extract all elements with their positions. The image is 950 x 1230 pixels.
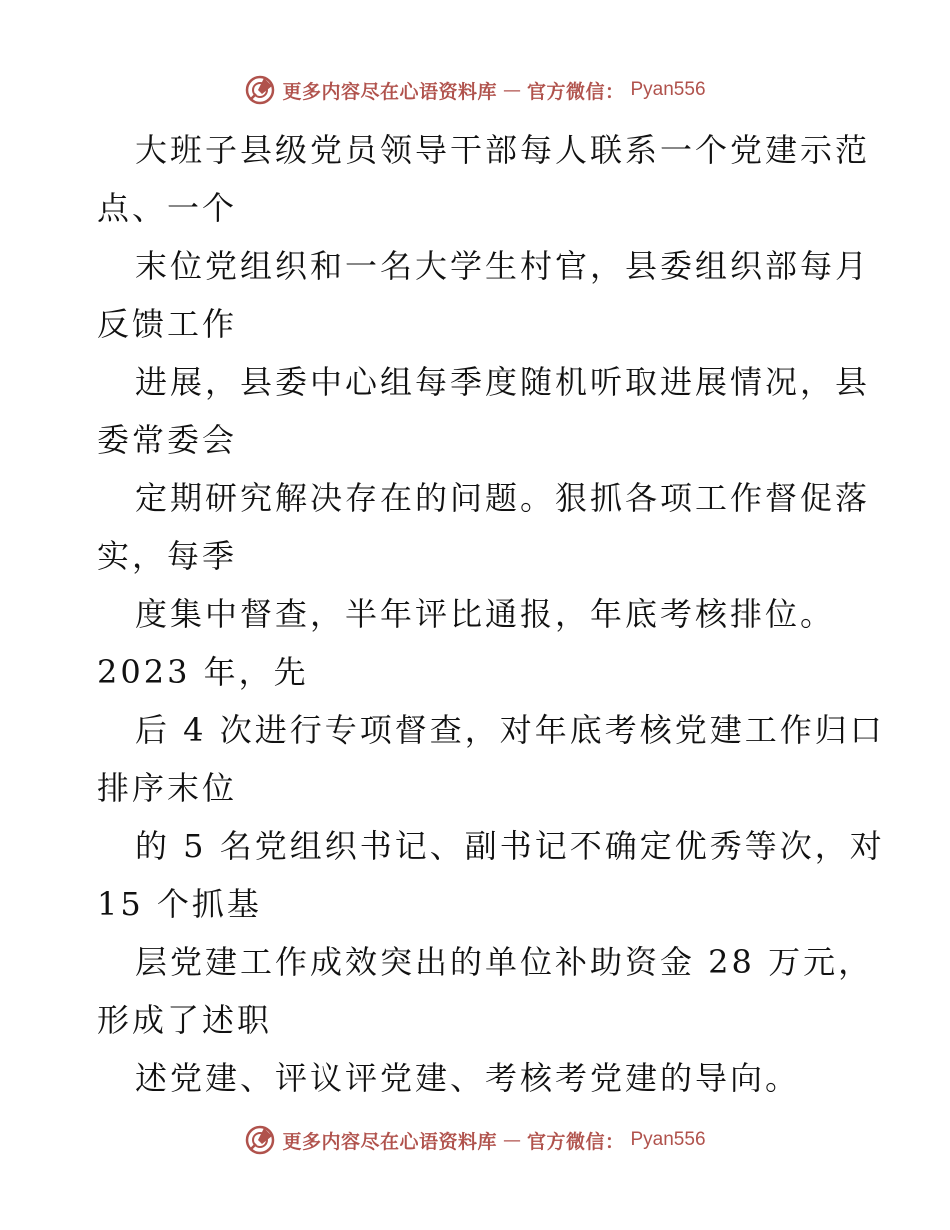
text-line: 末位党组织和一名大学生村官，县委组织部每月 [135, 247, 871, 285]
text-line: 15 个抓基 [97, 885, 262, 923]
text-line: 的 5 名党组织书记、副书记不确定优秀等次，对 [135, 827, 885, 865]
text-line: 点、一个 [97, 189, 238, 227]
watermark-dash: — [502, 79, 521, 101]
watermark-handle: Pyan556 [630, 79, 706, 100]
footer-watermark [0, 1120, 950, 1160]
text-line: 大班子县级党员领导干部每人联系一个党建示范 [135, 131, 871, 169]
text-line: 实，每季 [97, 537, 238, 575]
text-line: 委常委会 [97, 421, 238, 459]
text-line: 排序末位 [97, 769, 238, 807]
header-watermark [0, 70, 950, 110]
text-line: 进展，县委中心组每季度随机听取进展情况，县 [135, 363, 871, 401]
watermark-handle: Pyan556 [630, 1129, 706, 1150]
text-line: 定期研究解决存在的问题。狠抓各项工作督促落 [135, 479, 871, 517]
text-line: 层党建工作成效突出的单位补助资金 28 万元， [135, 943, 874, 981]
text-line: 形成了述职 [97, 1001, 273, 1039]
watermark-dash: — [502, 1129, 521, 1151]
text-line: 后 4 次进行专项督查，对年底考核党建工作归口 [135, 711, 885, 749]
watermark-text: 更多内容尽在心语资料库 [282, 1130, 497, 1153]
seal-logo-icon [244, 1124, 276, 1156]
watermark-text: 更多内容尽在心语资料库 [282, 80, 497, 103]
text-line: 反馈工作 [97, 305, 238, 343]
text-line: 述党建、评议评党建、考核考党建的导向。 [135, 1059, 801, 1097]
text-line: 2023 年，先 [97, 653, 309, 691]
watermark-suffix: 官方微信： [526, 1130, 625, 1153]
watermark-suffix: 官方微信： [526, 80, 625, 103]
seal-logo-icon [244, 74, 276, 106]
text-line: 度集中督查，半年评比通报，年底考核排位。 [135, 595, 836, 633]
